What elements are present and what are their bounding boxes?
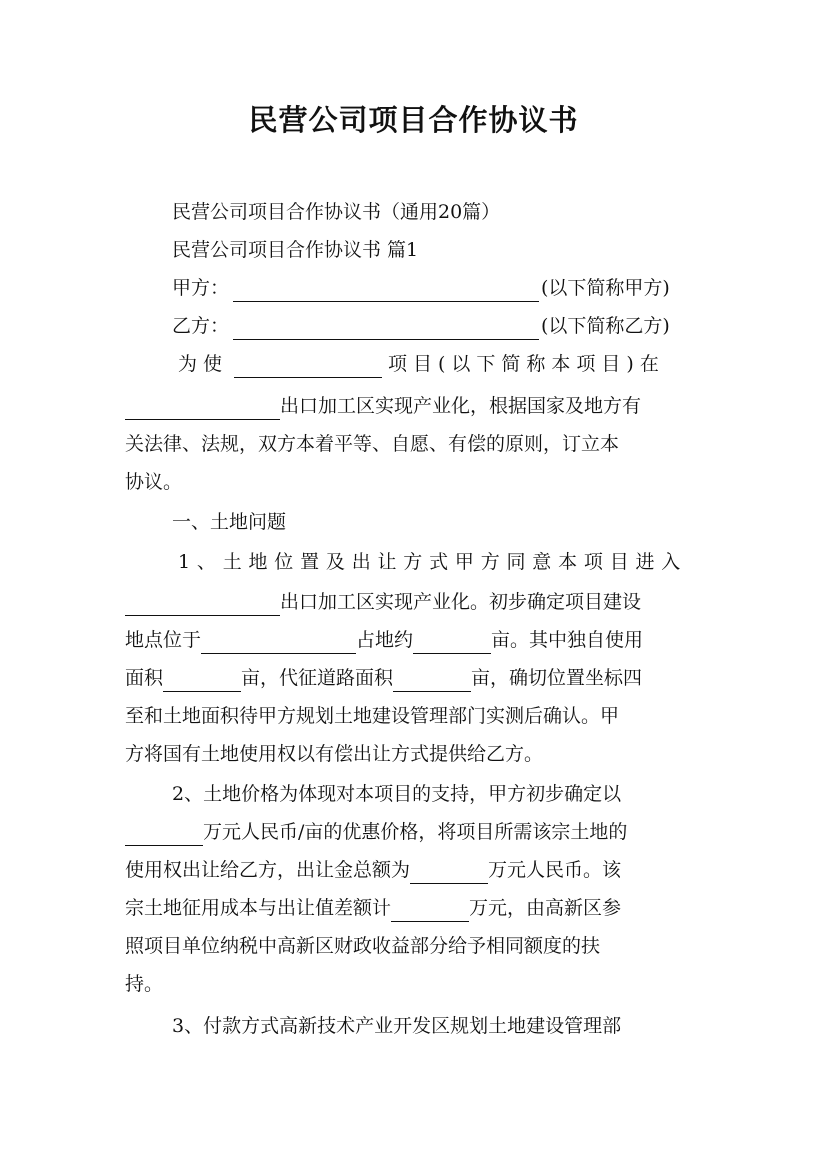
sec1-text-d3: 亩，确切位置坐标四 [471, 667, 643, 689]
sec1-line2 [125, 588, 827, 616]
party-a-blank [233, 279, 539, 302]
sec2-line3 [125, 856, 827, 884]
party-a-line [172, 274, 712, 302]
party-b-label: 乙方： [172, 315, 230, 337]
sec2-text-c1: 使用权出让给乙方，出让金总额为 [125, 859, 411, 881]
sec2-blank-total [410, 861, 488, 884]
party-b-blank [233, 317, 539, 340]
document-title: 民营公司项目合作协议书 [248, 103, 579, 137]
sec1-line3 [125, 626, 827, 654]
sec2-line6: 持。 [125, 973, 164, 995]
heading-land-issues: 一、土地问题 [172, 511, 287, 533]
sec2-blank-difference [391, 899, 469, 922]
sec1-line6: 方将国有土地使用权以有偿出让方式提供给乙方。 [125, 743, 544, 765]
sec1-text-c3: 亩。其中独自使用 [491, 629, 644, 651]
sec1-text-b: 出口加工区实现产业化。初步确定项目建设 [280, 591, 642, 613]
para1-line1 [178, 350, 708, 378]
sec1-line5: 至和土地面积待甲方规划土地建设管理部门实测后确认。甲 [125, 705, 620, 727]
sec2-text-d1: 宗土地征用成本与出让值差额计 [125, 897, 392, 919]
sec2-text-b: 万元人民币/亩的优惠价格，将项目所需该宗土地的 [203, 821, 628, 843]
section-heading: 民营公司项目合作协议书 篇1 [172, 239, 419, 261]
sec1-text-d1: 面积 [125, 667, 164, 689]
party-a-suffix: (以下简称甲方) [541, 277, 670, 299]
sec1-blank-site [201, 631, 356, 654]
sec3-line1: 3、付款方式高新技术产业开发区规划土地建设管理部 [172, 1015, 622, 1037]
para1-line3: 关法律、法规，双方本着平等、自愿、有偿的原则，订立本 [125, 433, 620, 455]
sec1-text-c1: 地点位于 [125, 629, 202, 651]
sec1-text-c2: 占地约 [356, 629, 414, 651]
party-b-suffix: (以下简称乙方) [541, 315, 670, 337]
sec1-line4 [125, 664, 827, 692]
sec2-blank-price [125, 823, 203, 846]
sec2-line4 [125, 894, 827, 922]
para1-text-a: 为使 [178, 353, 229, 375]
sec1-blank-zone [125, 593, 280, 616]
para1-line4: 协议。 [125, 471, 183, 493]
sec1-blank-area [413, 631, 491, 654]
sec1-blank-road-area [393, 669, 471, 692]
para1-text-c: 出口加工区实现产业化，根据国家及地方有 [280, 395, 642, 417]
sec2-line2 [125, 818, 827, 846]
para1-blank-location [125, 397, 280, 420]
para1-text-b: 项目(以下简称本项目)在 [388, 353, 665, 375]
sec1-blank-own-area [163, 669, 241, 692]
para1-line2 [125, 392, 827, 420]
sec2-text-d2: 万元，由高新区参 [469, 897, 622, 919]
sec1-text-d2: 亩，代征道路面积 [241, 667, 394, 689]
sec2-text-c2: 万元人民币。该 [488, 859, 622, 881]
party-b-line [172, 312, 712, 340]
sec2-line1: 2、土地价格为体现对本项目的支持，甲方初步确定以 [172, 783, 622, 805]
subtitle: 民营公司项目合作协议书（通用20篇） [172, 201, 501, 223]
sec1-line1: 1、土地位置及出让方式甲方同意本项目进入 [178, 551, 688, 573]
sec2-line5: 照项目单位纳税中高新区财政收益部分给予相同额度的扶 [125, 935, 601, 957]
para1-blank-project [234, 355, 382, 378]
party-a-label: 甲方： [172, 277, 230, 299]
